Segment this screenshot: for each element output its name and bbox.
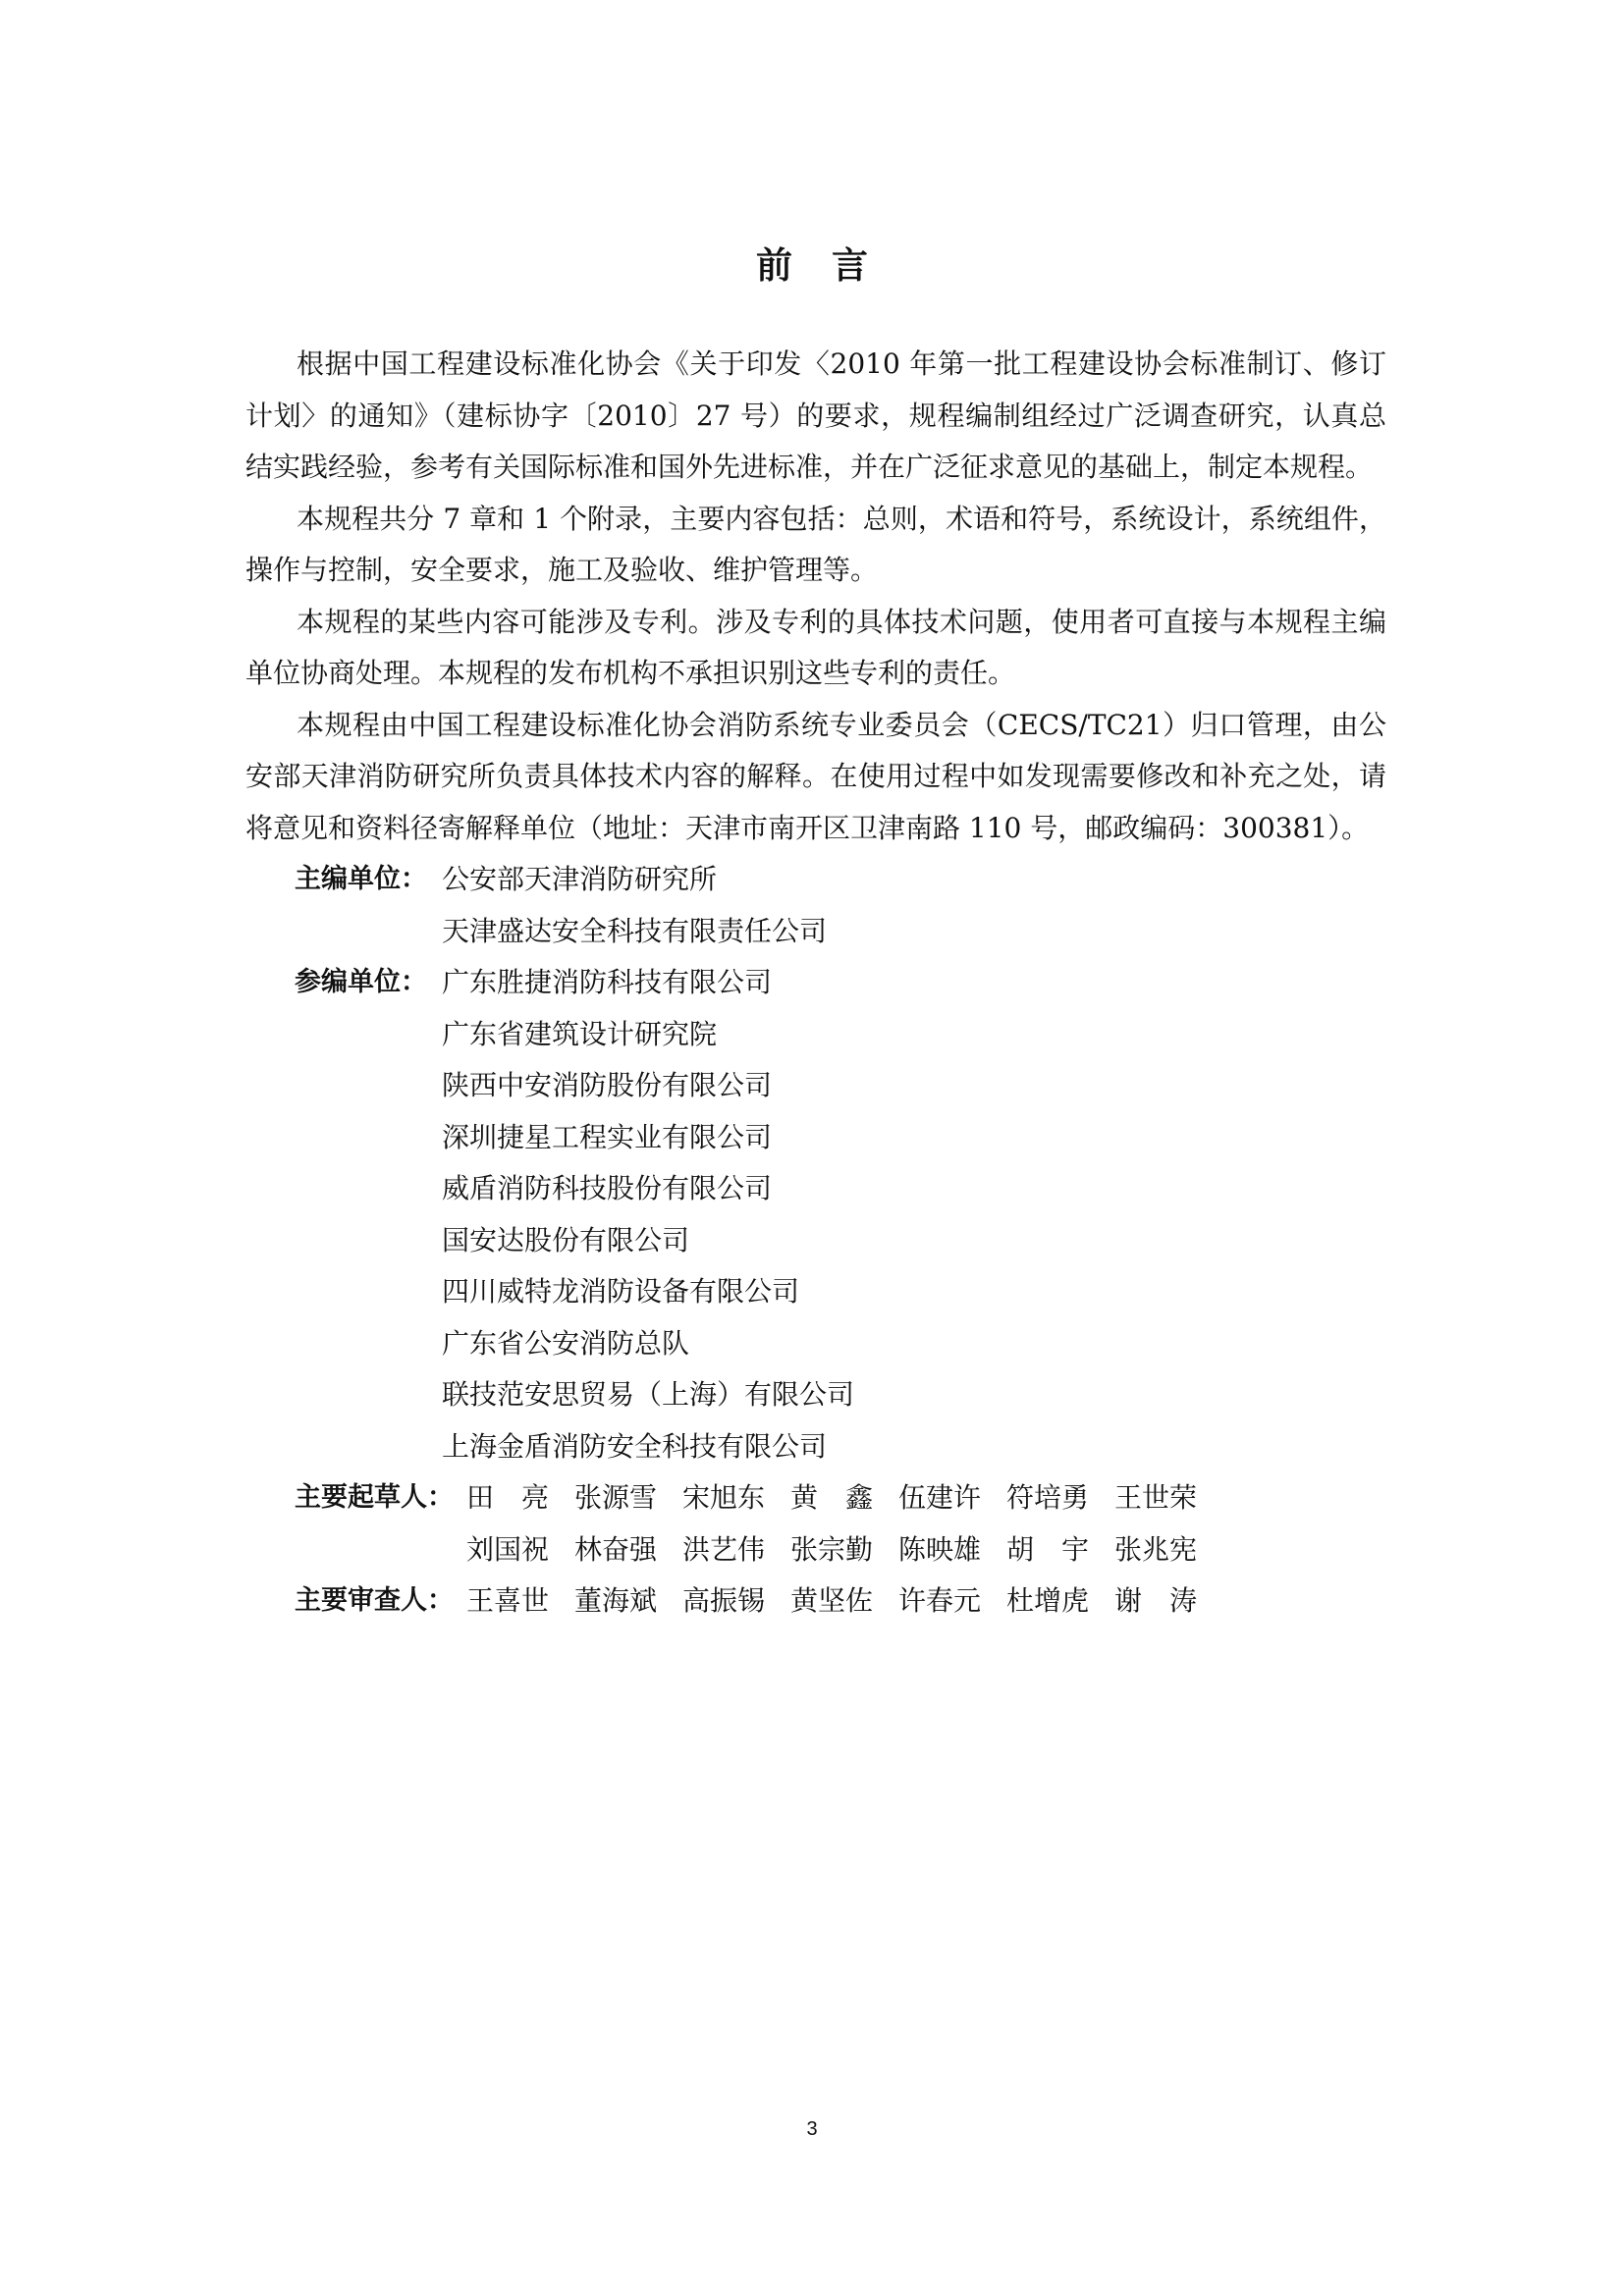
drafters-label: 主要起草人： bbox=[295, 1482, 454, 1513]
person-name: 张源雪 bbox=[574, 1481, 658, 1514]
person-name: 宋旭东 bbox=[682, 1481, 766, 1514]
person-name: 伍建许 bbox=[898, 1481, 982, 1514]
drafters bbox=[245, 1472, 1386, 1575]
unit-name: 联技范安思贸易（上海）有限公司 bbox=[442, 1378, 855, 1411]
unit-name: 四川威特龙消防设备有限公司 bbox=[442, 1275, 800, 1308]
unit-name: 威盾消防科技股份有限公司 bbox=[442, 1172, 773, 1204]
unit-name: 天津盛达安全科技有限责任公司 bbox=[442, 914, 828, 947]
person-name: 胡 宇 bbox=[1006, 1532, 1090, 1566]
unit-name: 广东省建筑设计研究院 bbox=[442, 1017, 718, 1050]
person-name: 林奋强 bbox=[574, 1532, 658, 1566]
title-char: 言 bbox=[832, 244, 868, 287]
unit-name: 国安达股份有限公司 bbox=[442, 1223, 690, 1256]
person-name: 田 亮 bbox=[466, 1481, 550, 1514]
preface-body bbox=[245, 339, 1386, 1628]
title-char: 前 bbox=[756, 244, 792, 287]
page-title bbox=[0, 236, 1624, 289]
participating-units bbox=[245, 957, 1386, 1472]
person-name: 杜增虎 bbox=[1006, 1584, 1090, 1617]
paragraph: 本规程由中国工程建设标准化协会消防系统专业委员会（CECS/TC21）归口管理，由公安部天津消防研究所负责具体技术内容的解释。在使用过程中如发现需要修改和补充之处，请将意见和资料径寄解释单位（地址：天津市南开区卫津南路 110 号，邮政编码：300381）。 bbox=[245, 708, 1386, 844]
person-name: 董海斌 bbox=[574, 1584, 658, 1617]
person-name: 王世荣 bbox=[1114, 1481, 1198, 1514]
unit-name: 上海金盾消防安全科技有限公司 bbox=[442, 1429, 828, 1463]
name-row bbox=[466, 1472, 1222, 1524]
person-name: 高振锡 bbox=[682, 1584, 766, 1617]
paragraph: 根据中国工程建设标准化协会《关于印发〈2010 年第一批工程建设协会标准制订、修订计划〉的通知》（建标协字〔2010〕27 号）的要求，规程编制组经过广泛调查研究，认真总结实践经验，参考有关国际标准和国外先进标准，并在广泛征求意见的基础上，制定本规程。 bbox=[245, 347, 1386, 483]
person-name: 谢 涛 bbox=[1114, 1584, 1198, 1617]
unit-name: 深圳捷星工程实业有限公司 bbox=[442, 1120, 773, 1153]
reviewers-label: 主要审查人： bbox=[295, 1585, 454, 1616]
chief-units-label: 主编单位： bbox=[295, 864, 427, 894]
person-name: 符培勇 bbox=[1006, 1481, 1090, 1514]
paragraph: 本规程共分 7 章和 1 个附录，主要内容包括：总则，术语和符号，系统设计，系统组件，操作与控制，安全要求，施工及验收、维护管理等。 bbox=[245, 502, 1386, 586]
person-name: 洪艺伟 bbox=[682, 1532, 766, 1566]
chief-units bbox=[245, 854, 1386, 957]
name-row bbox=[466, 1575, 1222, 1628]
person-name: 陈映雄 bbox=[898, 1532, 982, 1566]
participating-units-label: 参编单位： bbox=[295, 967, 427, 997]
person-name: 张兆宪 bbox=[1114, 1532, 1198, 1566]
unit-name: 公安部天津消防研究所 bbox=[442, 863, 718, 895]
unit-name: 陕西中安消防股份有限公司 bbox=[442, 1069, 773, 1101]
name-row bbox=[466, 1524, 1222, 1576]
person-name: 张宗勤 bbox=[790, 1532, 874, 1566]
person-name: 刘国祝 bbox=[466, 1532, 550, 1566]
page-number: 3 bbox=[806, 2118, 818, 2140]
person-name: 黄坚佐 bbox=[790, 1584, 874, 1617]
unit-name: 广东胜捷消防科技有限公司 bbox=[442, 966, 773, 998]
unit-name: 广东省公安消防总队 bbox=[442, 1326, 690, 1360]
person-name: 许春元 bbox=[898, 1584, 982, 1617]
paragraph: 本规程的某些内容可能涉及专利。涉及专利的具体技术问题，使用者可直接与本规程主编单位协商处理。本规程的发布机构不承担识别这些专利的责任。 bbox=[245, 605, 1386, 689]
person-name: 黄 鑫 bbox=[790, 1481, 874, 1514]
person-name: 王喜世 bbox=[466, 1584, 550, 1617]
reviewers bbox=[245, 1575, 1386, 1628]
